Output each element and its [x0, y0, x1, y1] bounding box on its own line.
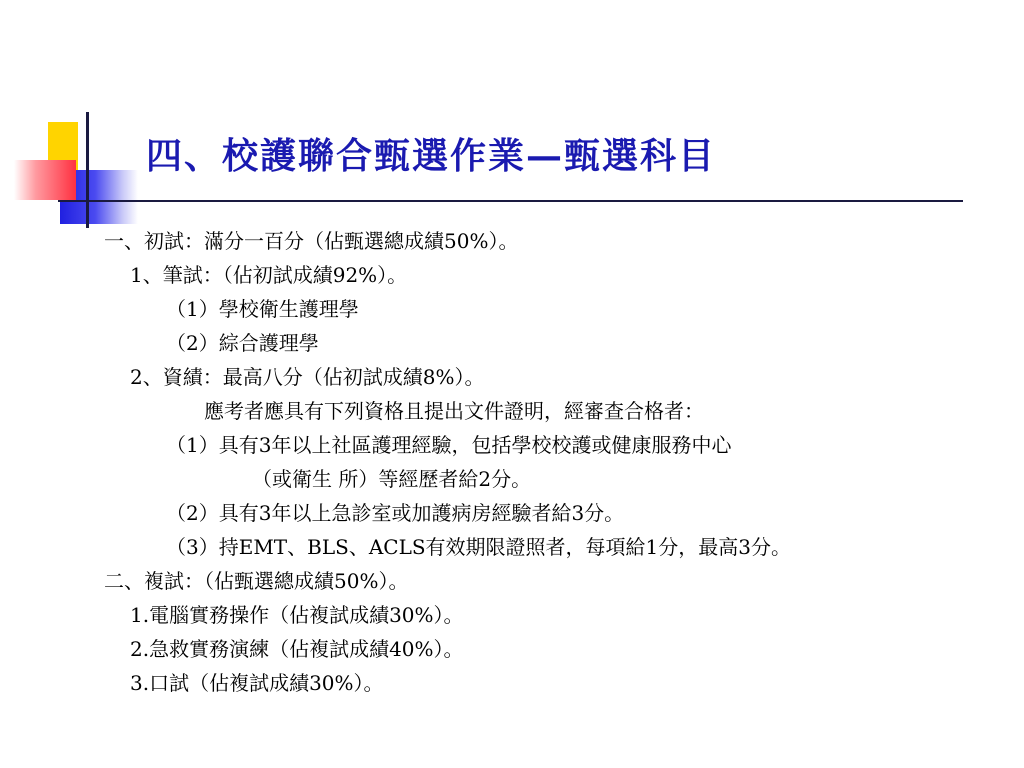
list-item-computer-practice: 1.電腦實務操作（佔複試成績30%）。 — [130, 603, 464, 627]
section-heading-first-exam: 一、初試：滿分一百分（佔甄選總成績50%）。 — [104, 229, 519, 253]
list-item-qualifications: 2、資績：最高八分（佔初試成績8%）。 — [130, 365, 485, 389]
qualification-intro: 應考者應具有下列資格且提出文件證明，經審查合格者： — [204, 399, 704, 423]
list-item-oral-exam: 3.口試（佔複試成績30%）。 — [130, 671, 384, 695]
qualification-item-community-nursing: （1）具有3年以上社區護理經驗，包括學校校護或健康服務中心 — [166, 433, 732, 457]
qualification-item-certificates: （3）持EMT、BLS、ACLS有效期限證照者，每項給1分，最高3分。 — [166, 535, 791, 559]
section-heading-second-exam: 二、複試：（佔甄選總成績50%）。 — [104, 569, 409, 593]
list-item-first-aid-practice: 2.急救實務演練（佔複試成績40%）。 — [130, 637, 464, 661]
list-item-school-health-nursing: （1）學校衛生護理學 — [166, 297, 359, 321]
qualification-item-emergency-icu: （2）具有3年以上急診室或加護病房經驗者給3分。 — [166, 501, 625, 525]
list-item-written-test: 1、筆試：（佔初試成績92%）。 — [130, 263, 408, 287]
qualification-item-community-nursing-continued: （或衛生 所）等經歷者給2分。 — [252, 467, 532, 491]
list-item-general-nursing: （2）綜合護理學 — [166, 331, 319, 355]
slide-title: 四、校護聯合甄選作業—甄選科目 — [146, 135, 717, 177]
